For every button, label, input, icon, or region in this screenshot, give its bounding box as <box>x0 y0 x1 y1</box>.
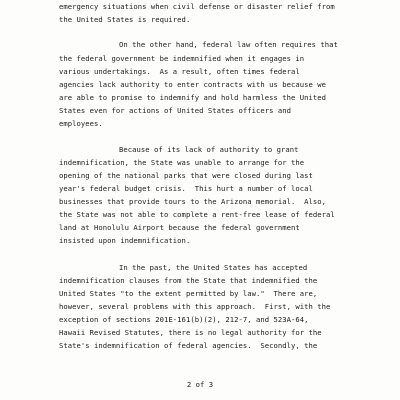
text-line: exception of sections 201E-161(b)(2), 212-7, and 523A-64, <box>59 315 309 324</box>
text-line: the United States is required. <box>59 15 191 24</box>
text-line: agencies lack authority to enter contracts with us because we <box>59 80 327 89</box>
text-line: State's indemnification of federal agencies. Secondly, the <box>59 341 318 350</box>
text-line: States even for actions of United States officers and <box>59 106 291 115</box>
text-line: employees. <box>59 119 103 128</box>
text-line: businesses that provide tours to the Arizona memorial. Also, <box>59 197 327 206</box>
text-line: the State was not able to complete a rent-free lease of federal <box>59 210 335 219</box>
text-line: year's federal budget crisis. This hurt a number of local <box>59 184 313 193</box>
text-line: land at Honolulu Airport because the federal government <box>59 223 300 232</box>
text-line: indemnification, the State was unable to arrange for the <box>59 158 305 167</box>
text-line: various undertakings. As a result, often times federal <box>59 67 300 76</box>
text-line: On the other hand, federal law often requires that <box>119 40 338 49</box>
text-line: Because of its lack of authority to grant <box>119 145 299 154</box>
text-line: United States "to the extent permitted by law." There are, <box>59 289 318 298</box>
text-line: indemnification clauses from the State that indemnified the <box>59 276 318 285</box>
text-line: insisted upon indemnification. <box>59 236 191 245</box>
text-line: emergency situations when civil defense or disaster relief from <box>59 2 335 11</box>
text-line: Hawaii Revised Statutes, there is no legal authority for the <box>59 328 322 337</box>
text-line: opening of the national parks that were closed during last <box>59 171 313 180</box>
text-line: the federal government be indemnified when it engages in <box>59 54 305 63</box>
text-line: In the past, the United States has accepted <box>119 263 308 272</box>
page-number: 2 of 3 <box>186 380 214 389</box>
text-line: however, several problems with this approach. First, with the <box>59 302 331 311</box>
text-line: are able to promise to indemnify and hold harmless the United <box>59 93 327 102</box>
